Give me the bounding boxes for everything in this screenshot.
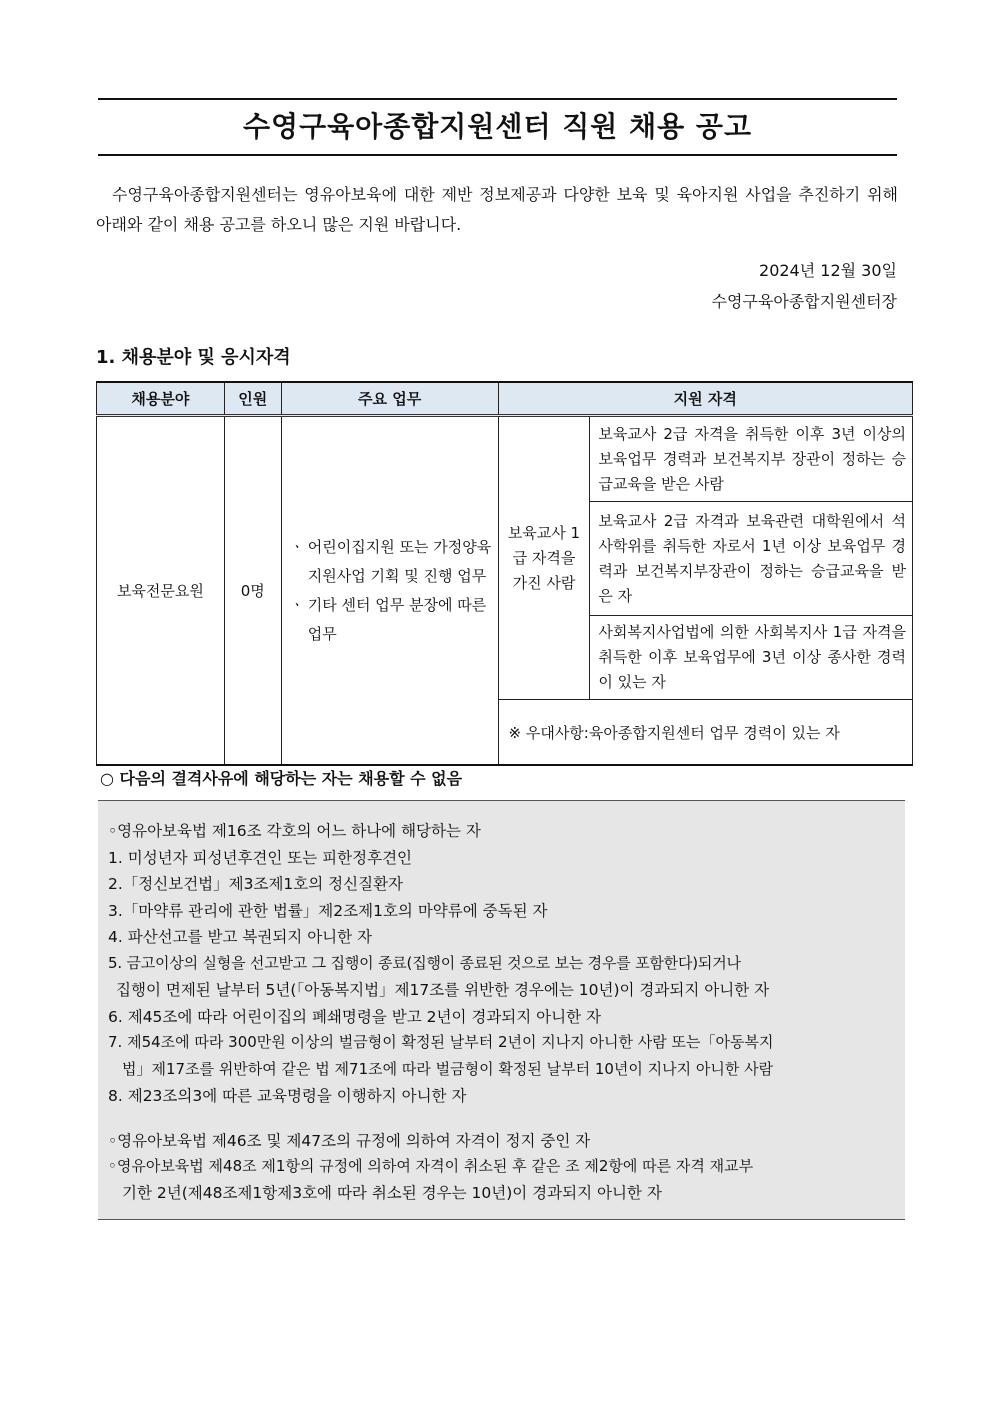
qualification-1: 보육교사 2급 자격을 취득한 이후 3년 이상의 보육업무 경력과 보건복지부 장관이 정하는 승급교육을 받은 사람 bbox=[590, 416, 913, 502]
disq-line: ◦영유아보육법 제46조 및 제47조의 규정에 의하여 자격이 정지 중인 자 bbox=[108, 1132, 591, 1150]
disq-line: 7. 제54조에 따라 300만원 이상의 벌금형이 확정된 날부터 2년이 지나지 아니한 사람 또는「아동복지 bbox=[108, 1033, 774, 1051]
notice-issuer: 수영구육아종합지원센터장 bbox=[711, 292, 897, 311]
duty-item bbox=[290, 591, 498, 649]
qualification-3: 사회복지사업법에 의한 사회복지사 1급 자격을 취득한 이후 보육업무에 3년 이상 종사한 경력이 있는 자 bbox=[590, 616, 913, 700]
header-qualifications: 지원 자격 bbox=[498, 382, 913, 416]
disqualification-heading: ○ 다음의 결격사유에 해당하는 자는 채용할 수 없음 bbox=[100, 769, 463, 788]
section-1-title: 1. 채용분야 및 응시자격 bbox=[96, 347, 291, 368]
qual-group-cell: 보육교사 1급 자격을 가진 사람 bbox=[498, 416, 590, 700]
disq-line: ◦영유아보육법 제48조 제1항의 규정에 의하여 자격이 취소된 후 같은 조 제2항에 따른 자격 재교부 bbox=[108, 1157, 754, 1175]
disq-line: 2.「정신보건법」제3조제1호의 정신질환자 bbox=[108, 875, 404, 893]
header-field: 채용분야 bbox=[97, 382, 225, 416]
header-count: 인원 bbox=[224, 382, 281, 416]
duty-item bbox=[290, 533, 498, 591]
duties-cell bbox=[281, 416, 498, 766]
duty-text: 어린이집지원 또는 가정양육지원사업 기획 및 진행 업무 bbox=[307, 537, 492, 585]
page-title: 수영구육아종합지원센터 직원 채용 공고 bbox=[242, 110, 753, 143]
count-cell: 0명 bbox=[224, 416, 281, 766]
disq-line: 기한 2년(제48조제1항제3호에 따라 취소된 경우는 10년)이 경과되지 아니한 자 bbox=[122, 1184, 662, 1202]
duty-bullet: ㆍ bbox=[289, 537, 305, 556]
disq-line: 집행이 면제된 날부터 5년(「아동복지법」제17조를 위반한 경우에는 10년)이 경과되지 아니한 자 bbox=[116, 981, 770, 999]
disq-line: 3.「마약류 관리에 관한 법률」제2조제1호의 마약류에 중독된 자 bbox=[108, 902, 548, 920]
disq-line: ◦영유아보육법 제16조 각호의 어느 하나에 해당하는 자 bbox=[108, 822, 481, 840]
preference-cell: ※ 우대사항:육아종합지원센터 업무 경력이 있는 자 bbox=[498, 700, 913, 766]
disq-line: 법」제17조를 위반하여 같은 법 제71조에 따라 벌금형이 확정된 날부터 10년이 지나지 아니한 사람 bbox=[122, 1060, 774, 1078]
qualification-2: 보육교사 2급 자격과 보육관련 대학원에서 석사학위를 취득한 자로서 1년 이상 보육업무 경력과 보건복지부장관이 정하는 승급교육을 받은 자 bbox=[590, 502, 913, 616]
duty-bullet: ㆍ bbox=[289, 595, 305, 614]
disq-line: 6. 제45조에 따라 어린이집의 폐쇄명령을 받고 2년이 경과되지 아니한 자 bbox=[108, 1008, 601, 1026]
disq-line: 1. 미성년자 피성년후견인 또는 피한정후견인 bbox=[108, 849, 413, 867]
notice-date: 2024년 12월 30일 bbox=[759, 261, 897, 280]
table-row bbox=[97, 416, 913, 502]
intro-paragraph: 수영구육아종합지원센터는 영유아보육에 대한 제반 정보제공과 다양한 보육 및 육아지원 사업을 추진하기 위해 아래와 같이 채용 공고를 하오니 많은 지원 바랍니다. bbox=[96, 185, 898, 234]
recruitment-table bbox=[96, 381, 913, 766]
title-box bbox=[98, 98, 897, 156]
disqualification-box bbox=[98, 800, 905, 1220]
header-duties: 주요 업무 bbox=[281, 382, 498, 416]
field-cell: 보육전문요원 bbox=[97, 416, 225, 766]
disq-line: 5. 금고이상의 실형을 선고받고 그 집행이 종료(집행이 종료된 것으로 보는 경우를 포함한다)되거나 bbox=[108, 954, 741, 972]
disq-line: 4. 파산선고를 받고 복권되지 아니한 자 bbox=[108, 928, 373, 946]
duty-text: 기타 센터 업무 분장에 따른 업무 bbox=[307, 595, 487, 643]
disq-line: 8. 제23조의3에 따른 교육명령을 이행하지 아니한 자 bbox=[108, 1087, 467, 1105]
table-header-row bbox=[97, 382, 913, 416]
